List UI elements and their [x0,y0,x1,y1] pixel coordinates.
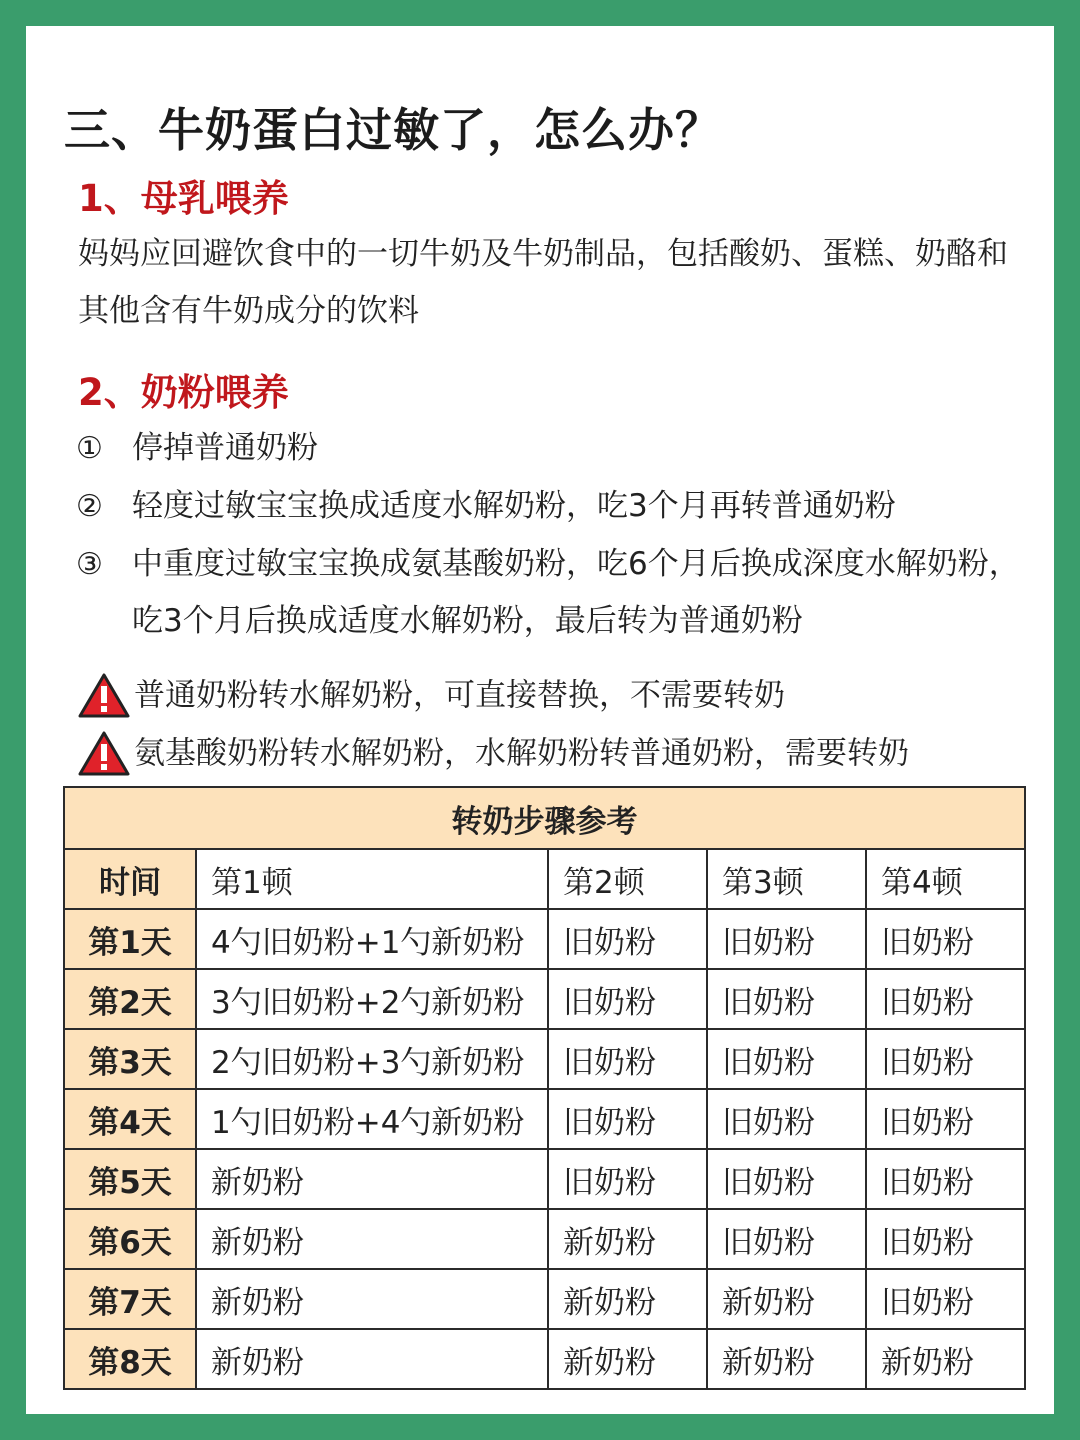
row-header: 第6天 [64,1209,196,1269]
table-cell: 旧奶粉 [548,909,707,969]
table-cell: 4勺旧奶粉+1勺新奶粉 [196,909,548,969]
warning-triangle-icon [78,731,130,777]
table-cell: 旧奶粉 [866,1269,1025,1329]
list-item [76,478,1036,535]
warning-line [78,670,1038,720]
table-cell: 旧奶粉 [707,909,866,969]
table-row [64,909,1025,969]
table-header-row [64,849,1025,909]
table-cell: 新奶粉 [866,1329,1025,1389]
warning-text: 氨基酸奶粉转水解奶粉，水解奶粉转普通奶粉，需要转奶 [134,735,909,772]
list-item-text: 中重度过敏宝宝换成氨基酸奶粉，吃6个月后换成深度水解奶粉，吃3个月后换成适度水解奶粉，最后转为普通奶粉 [132,546,1020,639]
table-cell: 新奶粉 [548,1209,707,1269]
table-row [64,1149,1025,1209]
table-cell: 新奶粉 [196,1329,548,1389]
table-caption: 转奶步骤参考 [64,787,1025,849]
table-row [64,1269,1025,1329]
table-cell: 旧奶粉 [548,1089,707,1149]
table-cell: 旧奶粉 [866,1209,1025,1269]
section-heading-breastfeeding: 1、母乳喂养 [78,177,289,220]
column-header: 第1顿 [196,849,548,909]
table-row [64,1209,1025,1269]
column-header: 时间 [64,849,196,909]
table-row [64,1089,1025,1149]
table-cell: 旧奶粉 [707,1149,866,1209]
list-item [76,536,1036,650]
table-cell: 旧奶粉 [548,969,707,1029]
table-cell: 旧奶粉 [707,1209,866,1269]
table-cell: 1勺旧奶粉+4勺新奶粉 [196,1089,548,1149]
table-cell: 新奶粉 [707,1269,866,1329]
table-cell: 旧奶粉 [866,1029,1025,1089]
table-cell: 旧奶粉 [866,909,1025,969]
list-number: ① [76,431,103,466]
formula-transition-table [63,786,1026,1390]
table-cell: 旧奶粉 [707,1029,866,1089]
column-header: 第4顿 [866,849,1025,909]
list-number: ③ [76,547,103,582]
table-cell: 新奶粉 [707,1329,866,1389]
list-number: ② [76,489,103,524]
table-cell: 2勺旧奶粉+3勺新奶粉 [196,1029,548,1089]
table-cell: 新奶粉 [548,1269,707,1329]
row-header: 第7天 [64,1269,196,1329]
table-row [64,1029,1025,1089]
table-cell: 旧奶粉 [548,1029,707,1089]
warning-line [78,728,1038,778]
row-header: 第3天 [64,1029,196,1089]
page-title: 三、牛奶蛋白过敏了，怎么办？ [64,103,722,157]
table-cell: 旧奶粉 [548,1149,707,1209]
row-header: 第5天 [64,1149,196,1209]
row-header: 第2天 [64,969,196,1029]
table-cell: 新奶粉 [196,1149,548,1209]
table-caption-row [64,787,1025,849]
list-item-text: 停掉普通奶粉 [132,430,318,466]
table-cell: 旧奶粉 [707,969,866,1029]
section-heading-formula: 2、奶粉喂养 [78,371,289,414]
table-cell: 新奶粉 [548,1329,707,1389]
column-header: 第2顿 [548,849,707,909]
table-cell: 旧奶粉 [866,1149,1025,1209]
table-cell: 新奶粉 [196,1269,548,1329]
content-card [26,26,1054,1414]
column-header: 第3顿 [707,849,866,909]
list-item [76,420,1036,477]
table-cell: 旧奶粉 [866,1089,1025,1149]
table-cell: 3勺旧奶粉+2勺新奶粉 [196,969,548,1029]
section-body-breastfeeding: 妈妈应回避饮食中的一切牛奶及牛奶制品，包括酸奶、蛋糕、奶酪和其他含有牛奶成分的饮料 [78,236,1008,329]
table-row [64,1329,1025,1389]
table-cell: 旧奶粉 [707,1089,866,1149]
warning-text: 普通奶粉转水解奶粉，可直接替换，不需要转奶 [134,677,785,714]
table-cell: 新奶粉 [196,1209,548,1269]
table-cell: 旧奶粉 [866,969,1025,1029]
row-header: 第4天 [64,1089,196,1149]
row-header: 第8天 [64,1329,196,1389]
list-item-text: 轻度过敏宝宝换成适度水解奶粉，吃3个月再转普通奶粉 [132,488,896,524]
row-header: 第1天 [64,909,196,969]
warning-triangle-icon [78,673,130,719]
table-row [64,969,1025,1029]
